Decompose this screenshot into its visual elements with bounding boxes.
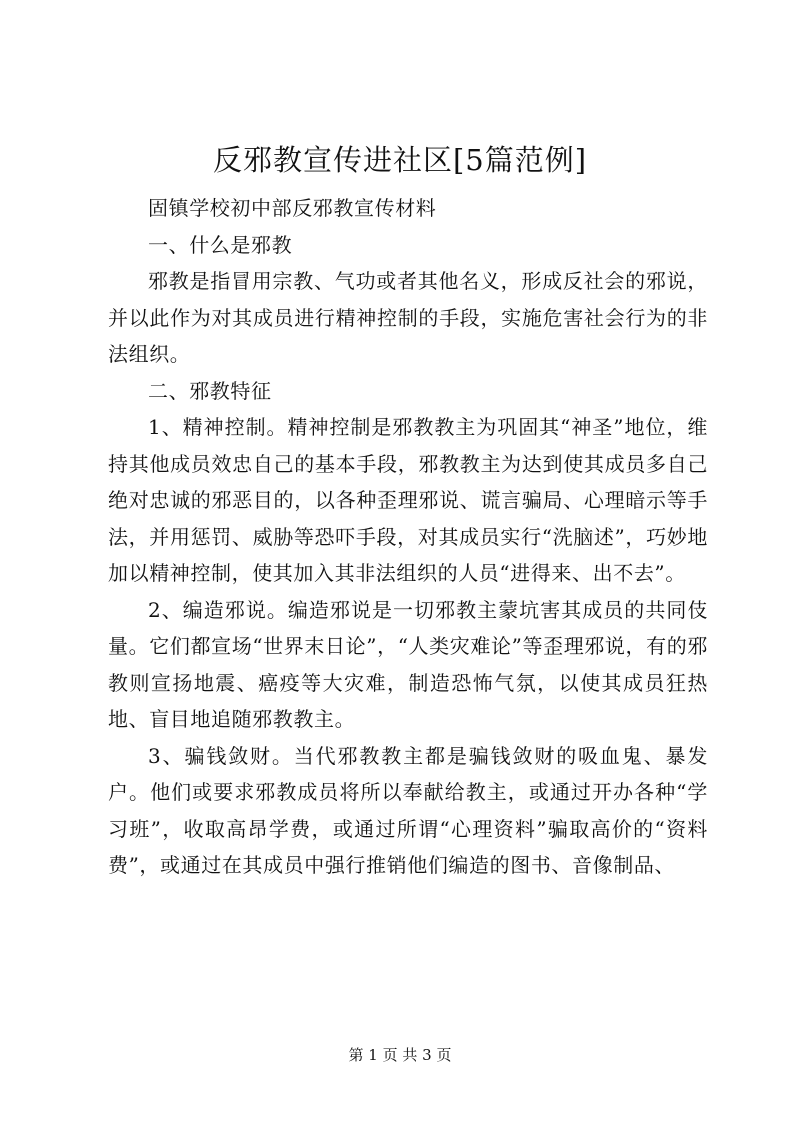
document-body (108, 190, 708, 884)
paragraph-feature-2: 2、编造邪说。编造邪说是一切邪教主蒙坑害其成员的共同伎量。它们都宣场“世界末日论”，“人类灾难论”等歪理邪说，有的邪教则宣扬地震、癌疫等大灾难，制造恐怖气氛，以使其成员狂热地、盲目地追随邪教教主。 (108, 597, 708, 731)
heading-what-is-cult: 一、什么是邪教 (148, 232, 293, 257)
paragraph-feature-3: 3、骗钱敛财。当代邪教教主都是骗钱敛财的吸血鬼、暴发户。他们或要求邪教成员将所以奉献给教主，或通过开办各种“学习班”，收取高昂学费，或通过所谓“心理资料”骗取高价的“资料费”，或通过在其成员中强行推销他们编造的图书、音像制品、 (108, 743, 708, 877)
paragraph-definition: 邪教是指冒用宗教、气功或者其他名义，形成反社会的邪说，并以此作为对其成员进行精神控制的手段，实施危害社会行为的非法组织。 (108, 269, 708, 366)
document-title: 反邪教宣传进社区[5篇范例] (212, 143, 588, 177)
paragraph-subtitle: 固镇学校初中部反邪教宣传材料 (148, 196, 437, 220)
paragraph-feature-1: 1、精神控制。精神控制是邪教教主为巩固其“神圣”地位，维持其他成员效忠自己的基本手段，邪教教主为达到使其成员多自己绝对忠诚的邪恶目的，以各种歪理邪说、谎言骗局、心理暗示等手法，并用惩罚、威胁等恐吓手段，对其成员实行“洗脑述”，巧妙地加以精神控制，使其加入其非法组织的人员“进得来、出不去”。 (108, 415, 708, 585)
page-footer: 第 1 页 共 3 页 (348, 1046, 452, 1064)
heading-cult-features: 二、邪教特征 (148, 378, 272, 403)
